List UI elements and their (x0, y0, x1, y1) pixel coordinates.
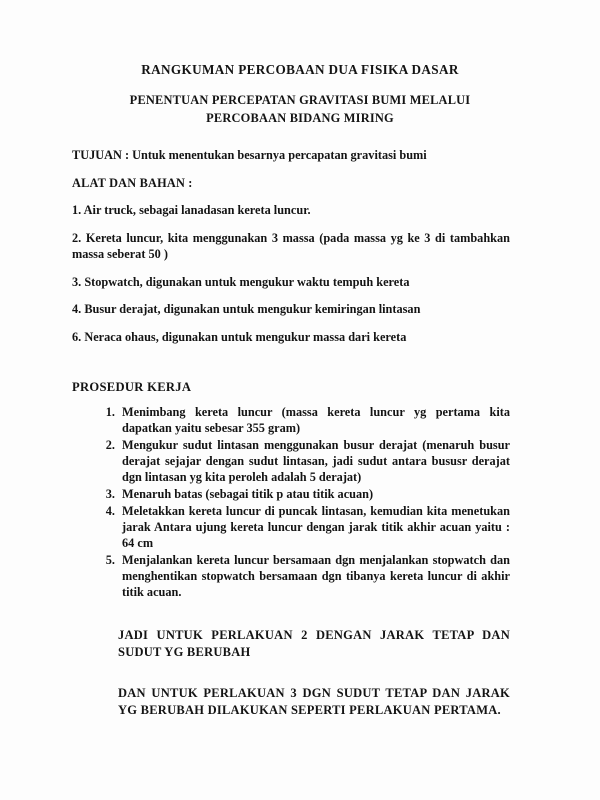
list-item-number: 6. (72, 330, 82, 345)
list-item: 1. Menimbang kereta luncur (massa kereta luncur yg pertama kita dapatkan yaitu sebesar 355 gram) (118, 405, 510, 437)
document-title-block (0, 0, 600, 128)
list-item-text: Kereta luncur, kita menggunakan 3 massa (pada massa yg ke 3 di tambahkan massa seberat 50 ) (72, 230, 510, 261)
list-item (72, 231, 510, 263)
list-item-text: Busur derajat, digunakan untuk mengukur kemiringan lintasan (84, 302, 421, 317)
list-item-text: Air truck, sebagai lanadasan kereta luncur. (83, 202, 311, 217)
document-subtitle: PENENTUAN PERCEPATAN GRAVITASI BUMI MELALUI PERCOBAAN BIDANG MIRING (129, 92, 471, 125)
list-item-number: 2. (72, 230, 82, 245)
list-item: 5. Menjalankan kereta luncur bersamaan dgn menjalankan stopwatch dan menghentikan stopwatch bersamaan dgn tibanya kereta luncur di akhir titik acuan. (118, 553, 510, 601)
page-title: RANGKUMAN PERCOBAAN DUA FISIKA DASAR (141, 62, 459, 77)
list-item-number: 1. (72, 202, 82, 217)
list-item: 3. Menaruh batas (sebagai titik p atau titik acuan) (118, 487, 510, 503)
list-item: 2. Mengukur sudut lintasan menggunakan busur derajat (menaruh busur derajat sejajar dengan sudut lintasan, jadi sudut antara bususr derajat dgn lintasan yg kita peroleh adalah 5 derajat) (118, 438, 510, 486)
list-item-text: Neraca ohaus, digunakan untuk mengukur massa dari kereta (84, 330, 407, 345)
list-item-number: 4. (72, 302, 82, 317)
list-item (72, 302, 510, 318)
closing-paragraph-2: DAN UNTUK PERLAKUAN 3 DGN SUDUT TETAP DAN JARAK YG BERUBAH DILAKUKAN SEPERTI PERLAKUAN PERTAMA. (118, 685, 510, 717)
closing-paragraph-1: JADI UNTUK PERLAKUAN 2 DENGAN JARAK TETAP DAN SUDUT YG BERUBAH (118, 628, 510, 660)
list-item-number: 3. (72, 274, 82, 289)
list-item (72, 275, 510, 291)
objective-line: TUJUAN : Untuk menentukan besarnya percapatan gravitasi bumi (72, 147, 427, 162)
materials-heading: ALAT DAN BAHAN : (72, 175, 193, 190)
list-item (72, 330, 510, 346)
closing-block (118, 627, 510, 718)
document-body (72, 128, 510, 718)
materials-list (72, 203, 510, 347)
procedure-list (72, 405, 510, 601)
list-item (72, 203, 510, 219)
section-spacer (72, 346, 510, 380)
list-item-text: Stopwatch, digunakan untuk mengukur waktu tempuh kereta (84, 274, 410, 289)
list-item: 4. Meletakkan kereta luncur di puncak lintasan, kemudian kita menetukan jarak Antara ujung kereta luncur dengan jarak titik akhir acuan yaitu : 64 cm (118, 504, 510, 552)
procedure-heading: PROSEDUR KERJA (72, 380, 192, 395)
